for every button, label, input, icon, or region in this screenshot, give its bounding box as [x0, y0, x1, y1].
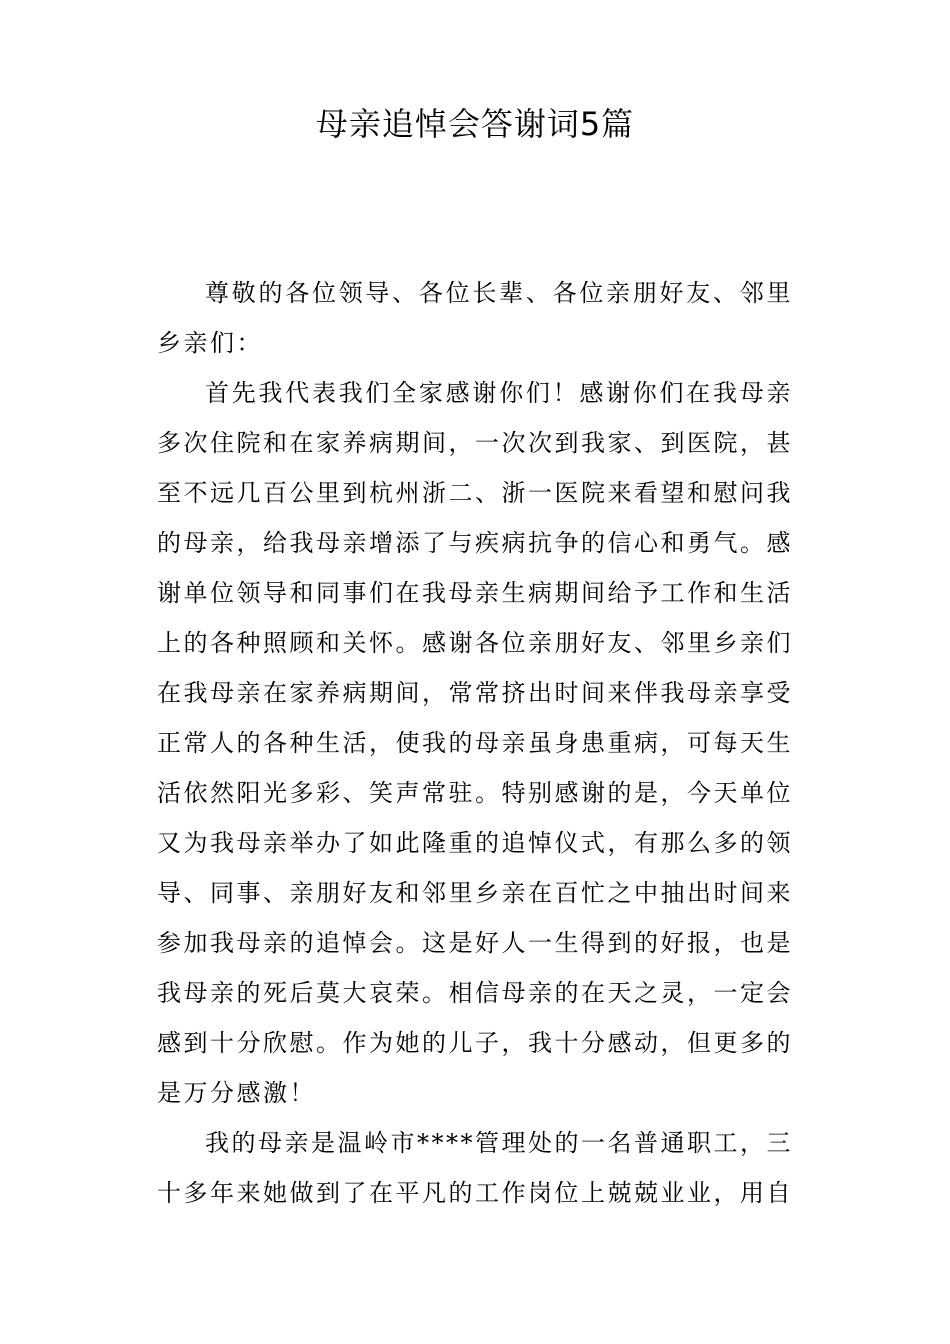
document-body: [157, 268, 793, 1218]
paragraph-salutation: 尊敬的各位领导、各位长辈、各位亲朋好友、邻里乡亲们：: [157, 279, 793, 357]
paragraph-thanks: 首先我代表我们全家感谢你们！感谢你们在我母亲多次住院和在家养病期间，一次次到我家、到医院，甚至不远几百公里到杭州浙二、浙一医院来看望和慰问我的母亲，给我母亲增添了与疾病抗争的信心和勇气。感谢单位领导和同事们在我母亲生病期间给予工作和生活上的各种照顾和关怀。感谢各位亲朋好友、邻里乡亲们在我母亲在家养病期间，常常挤出时间来伴我母亲享受正常人的各种生活，使我的母亲虽身患重病，可每天生活依然阳光多彩、笑声常驻。特别感谢的是，今天单位又为我母亲举办了如此隆重的追悼仪式，有那么多的领导、同事、亲朋好友和邻里乡亲在百忙之中抽出时间来参加我母亲的追悼会。这是好人一生得到的好报，也是我母亲的死后莫大哀荣。相信母亲的在天之灵，一定会感到十分欣慰。作为她的儿子，我十分感动，但更多的是万分感激！: [157, 379, 793, 1107]
document-title: 母亲追悼会答谢词5篇: [315, 105, 635, 143]
paragraph-mother-work: 我的母亲是温岭市****管理处的一名普通职工，三十多年来她做到了在平凡的工作岗位上兢兢业业，用自: [157, 1129, 793, 1207]
